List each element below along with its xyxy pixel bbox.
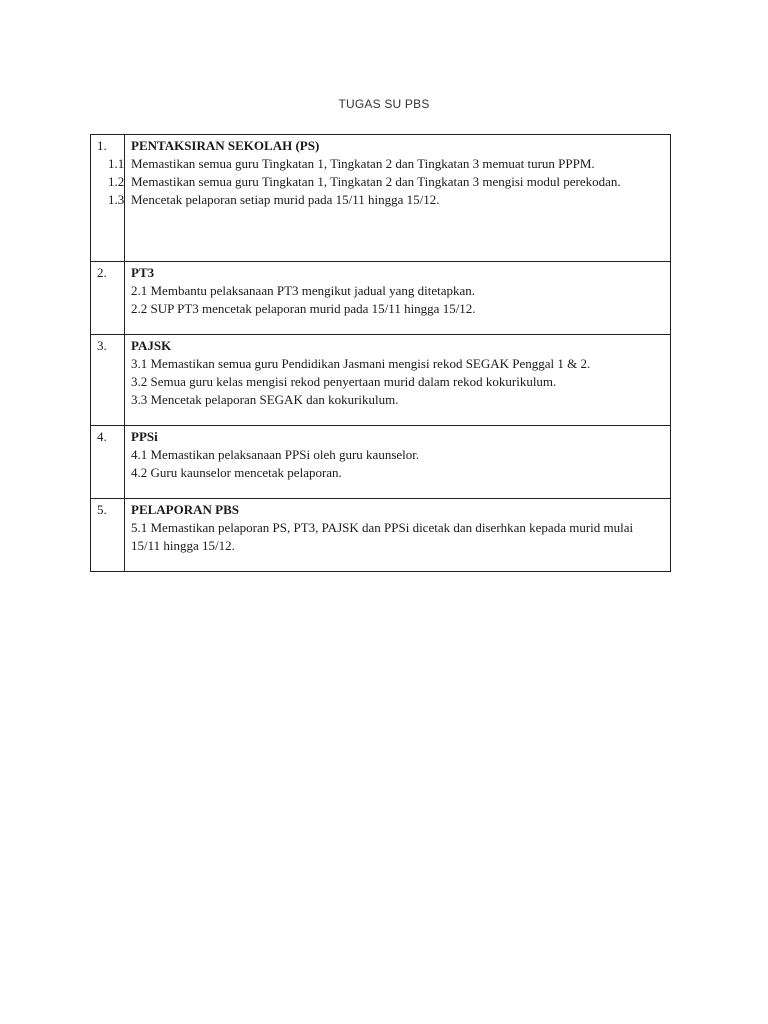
list-item: 2.2 SUP PT3 mencetak pelaporan murid pada 15/11 hingga 15/12. xyxy=(131,301,476,316)
item-text: Memastikan semua guru Tingkatan 1, Tingkatan 2 dan Tingkatan 3 mengisi modul perekodan. xyxy=(131,174,621,189)
section-number: 1. xyxy=(91,135,125,262)
list-item: 2.1 Membantu pelaksanaan PT3 mengikut jadual yang ditetapkan. xyxy=(131,283,476,298)
section-content xyxy=(125,335,671,426)
section-heading: PAJSK xyxy=(131,338,172,353)
document-title: TUGAS SU PBS xyxy=(338,97,430,111)
section-heading: PENTAKSIRAN SEKOLAH (PS) xyxy=(131,138,320,153)
duties-table xyxy=(90,134,671,572)
item-number: 1.1 xyxy=(108,156,125,171)
section-number: 5. xyxy=(91,499,125,572)
section-heading: PT3 xyxy=(131,265,155,280)
section-number: 3. xyxy=(91,335,125,426)
section-heading: PELAPORAN PBS xyxy=(131,502,239,517)
list-item xyxy=(108,155,664,173)
list-item: 3.2 Semua guru kelas mengisi rekod penyertaan murid dalam rekod kokurikulum. xyxy=(131,374,557,389)
list-item: 3.1 Memastikan semua guru Pendidikan Jasmani mengisi rekod SEGAK Penggal 1 & 2. xyxy=(131,356,591,371)
table-row xyxy=(91,135,671,262)
list-item: 5.1 Memastikan pelaporan PS, PT3, PAJSK dan PPSi dicetak dan diserhkan kepada murid mulai 15/11 hingga 15/12. xyxy=(131,520,634,553)
section-content xyxy=(125,426,671,499)
list-item: 3.3 Mencetak pelaporan SEGAK dan kokurikulum. xyxy=(131,392,399,407)
table-row xyxy=(91,499,671,572)
item-number: 1.3 xyxy=(108,192,125,207)
section-number: 2. xyxy=(91,262,125,335)
section-content xyxy=(108,135,671,262)
list-item: 4.2 Guru kaunselor mencetak pelaporan. xyxy=(131,465,342,480)
item-text: Mencetak pelaporan setiap murid pada 15/11 hingga 15/12. xyxy=(131,192,440,207)
item-text: Memastikan semua guru Tingkatan 1, Tingkatan 2 dan Tingkatan 3 memuat turun PPPM. xyxy=(131,156,595,171)
table-row xyxy=(91,426,671,499)
section-content xyxy=(125,262,671,335)
section-content xyxy=(125,499,671,572)
list-item xyxy=(108,191,664,209)
list-item xyxy=(108,173,664,191)
section-heading: PPSi xyxy=(131,429,158,444)
table-row xyxy=(91,262,671,335)
item-number: 1.2 xyxy=(108,174,125,189)
section-number: 4. xyxy=(91,426,125,499)
table-row xyxy=(91,335,671,426)
list-item: 4.1 Memastikan pelaksanaan PPSi oleh guru kaunselor. xyxy=(131,447,420,462)
